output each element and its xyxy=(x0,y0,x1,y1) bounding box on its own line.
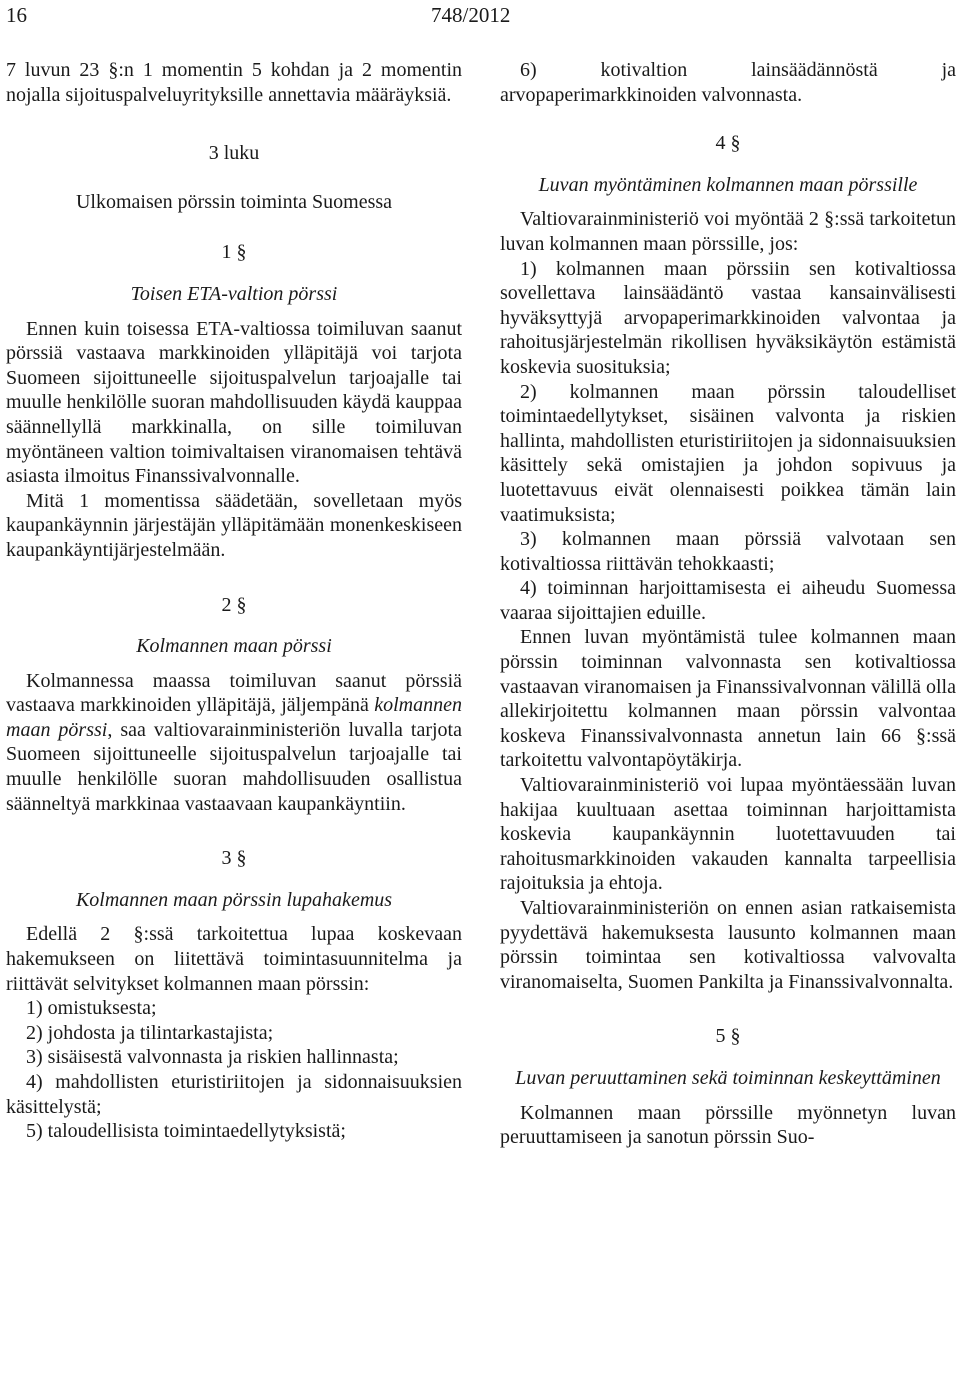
section-5-paragraph-1: Kolmannen maan pörssille myönnetyn luvan peruuttamiseen ja sanotun pörssin Suo- xyxy=(500,1101,956,1149)
section-3-item: 6) kotivaltion lainsäädännöstä ja arvopaperimarkkinoiden valvonnasta. xyxy=(500,59,956,106)
section-4-paragraph-2: Ennen luvan myöntämistä tulee kolmannen maan pörssin toiminnan valvonnasta sen kotivaltiossa vastaavan viranomaisen ja Finanssivalvonnan välillä olla allekirjoitettu kolmannen maan pörssin valvontaa koskeva Finanssivalvonnasta annetun lain 66 §:ssä tarkoitettu valvontapöytäkirja. xyxy=(500,626,957,772)
section-2-number: 2 § xyxy=(221,593,247,616)
right-column xyxy=(500,58,956,1150)
section-3-item: 5) taloudellisista toimintaedellytyksistä; xyxy=(26,1120,346,1143)
section-1-paragraph-1: Ennen kuin toisessa ETA-valtiossa toimiluvan saanut pörssiä vastaava markkinoiden ylläpitäjä voi tarjota Suomeen sijoittuneelle sijoituspalvelun tarjoajalle tai muulle henkilölle suoran mahdollisuuden käydä kauppaa säännellyllä markkinalla, on sille toimiluvan myöntäneen valtion toimivaltaisen viranomaisen tehtävä asiasta ilmoitus Finanssivalvonnalle. xyxy=(6,317,462,488)
section-4-item: 2) kolmannen maan pörssin taloudelliset toimintaedellytykset, sisäinen valvonta ja riskien hallinta, mahdollisten eturistiriitojen ja sidonnaisuuksien käsittely sekä omistajien ja johdon sopivuus ja luotettavuus eivät olennaisesti poikkea tämän lain vaatimuksista; xyxy=(500,380,956,526)
section-1-number: 1 § xyxy=(221,241,247,264)
section-4-item: 1) kolmannen maan pörssiin sen kotivaltiossa sovellettava lainsäädäntö vastaa kansainvälisesti hyväksyttyjä arvopaperimarkkinoiden valvontaa ja rahoitusjärjestelmän rikollisen hyväksikäytön estämistä koskevia suosituksia; xyxy=(500,257,956,378)
chapter-title: Ulkomaisen pörssin toiminta Suomessa xyxy=(75,190,393,213)
section-4-paragraph-3: Valtiovarainministeriö voi lupaa myöntäessään luvan hakijaa kuultuaan asettaa toiminnan harjoittamista koskevia kaupankäynnin luotettavuuden tai rahoitusmarkkinoiden vakauden kannalta tarpeellisia rajoituksia ja ehtoja. xyxy=(500,774,956,895)
page-header xyxy=(0,0,960,30)
section-4-paragraph-1: Valtiovarainministeriö voi myöntää 2 §:ssä tarkoitetun luvan kolmannen maan pörssille, jos: xyxy=(500,208,956,255)
section-4-item: 3) kolmannen maan pörssiä valvotaan sen kotivaltiossa riittävän tehokkaasti; xyxy=(500,528,956,575)
section-1-title: Toisen ETA-valtion pörssi xyxy=(130,282,338,305)
section-4-title: Luvan myöntäminen kolmannen maan pörssille xyxy=(538,173,918,196)
section-3-item: 4) mahdollisten eturistiriitojen ja sidonnaisuuksien käsittelystä; xyxy=(6,1071,462,1118)
section-4-paragraph-4: Valtiovarainministeriön on ennen asian ratkaisemista pyydettävä hakemuksesta lausunto kolmannen maan pörssin toimintaa sen kotivaltiossa valvovalta viranomaiselta, Suomen Pankilta ja Finanssivalvonnalta. xyxy=(500,897,956,993)
section-2-paragraph-1: Kolmannessa maassa toimiluvan saanut pörssiä vastaava markkinoiden ylläpitäjä, jäljempänä kolmannen maan pörssi, saa valtiovarainministeriön luvalla tarjota Suomeen sijoittuneelle sijoituspalvelun tarjoajalle tai muulle henkilölle suoran mahdollisuuden osallistua säänneltyä markkinaa vastaavaan kaupankäyntiin. xyxy=(6,669,462,815)
section-3-paragraph-1: Edellä 2 §:ssä tarkoitettua lupaa koskevaan hakemukseen on liitettävä toimintasuunnitelma ja riittävät selvitykset kolmannen maan pörssin: xyxy=(6,923,462,995)
document-number: 748/2012 xyxy=(431,3,511,27)
section-2-title: Kolmannen maan pörssi xyxy=(136,635,332,658)
section-3-number: 3 § xyxy=(221,847,247,870)
left-column xyxy=(6,58,462,1144)
section-5-number: 5 § xyxy=(715,1025,741,1048)
section-5-title: Luvan peruuttaminen sekä toiminnan keskeyttäminen xyxy=(515,1066,941,1089)
section-1-paragraph-2: Mitä 1 momentissa säädetään, sovelletaan myös kaupankäynnin järjestäjän ylläpitämään monenkeskiseen kaupankäyntijärjestelmään. xyxy=(6,489,462,561)
section-3-title: Kolmannen maan pörssin lupahakemus xyxy=(75,888,393,911)
section-3-item: 2) johdosta ja tilintarkastajista; xyxy=(26,1021,274,1044)
section-sign: § xyxy=(108,59,119,81)
chapter-number: 3 luku xyxy=(208,142,260,165)
section-3-item: 1) omistuksesta; xyxy=(26,997,157,1020)
section-3-item: 3) sisäisestä valvonnasta ja riskien hallinnasta; xyxy=(26,1046,399,1069)
page-number: 16 xyxy=(6,3,27,27)
intro-paragraph: 7 luvun 23 §:n 1 momentin 5 kohdan ja 2 momentin nojalla sijoituspalveluyrityksille annettavia määräyksiä. xyxy=(6,59,463,106)
section-4-number: 4 § xyxy=(715,132,741,155)
section-4-item: 4) toiminnan harjoittamisesta ei aiheudu Suomessa vaaraa sijoittajien eduille. xyxy=(500,577,956,624)
